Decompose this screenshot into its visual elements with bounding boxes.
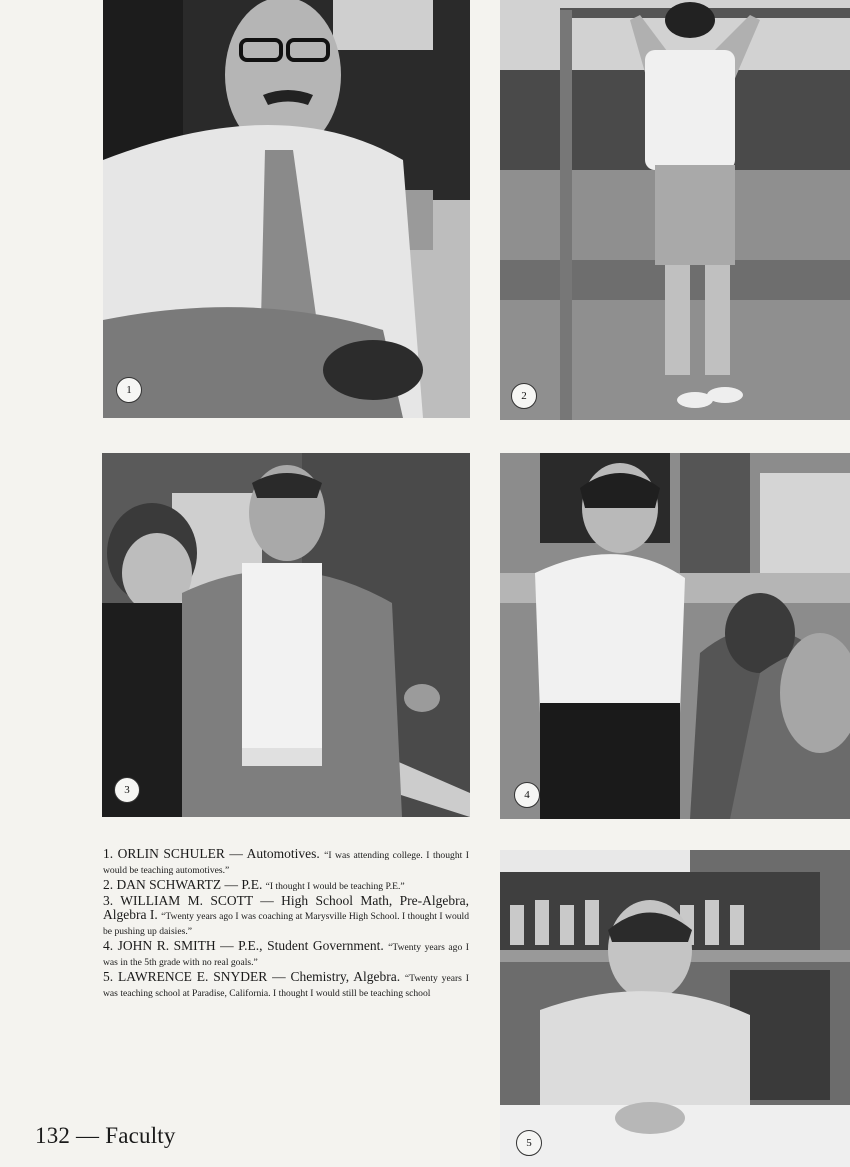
caption-name: 5. LAWRENCE E. SNYDER — Chemistry, Algebra. bbox=[103, 969, 401, 984]
page-footer: 132 — Faculty bbox=[35, 1123, 176, 1148]
caption-quote: “Twenty years ago I was coaching at Marysville High School. I thought I would be pushing up daisies.” bbox=[103, 911, 469, 937]
caption-name: 3. WILLIAM M. SCOTT — High School Math, Pre-Algebra, Algebra I. bbox=[103, 893, 469, 922]
caption-1 bbox=[103, 847, 469, 877]
photo-5 bbox=[500, 850, 850, 1167]
caption-2 bbox=[103, 878, 469, 893]
caption-quote: “Twenty years I was teaching school at Paradise, California. I thought I would still be teaching school bbox=[103, 973, 469, 999]
photo-1-image bbox=[103, 0, 470, 418]
photo-number-badge: 3 bbox=[114, 777, 140, 803]
photo-5-image bbox=[500, 850, 850, 1167]
photo-2 bbox=[500, 0, 850, 420]
photo-number-badge: 2 bbox=[511, 383, 537, 409]
photo-number-badge: 4 bbox=[514, 782, 540, 808]
photo-number-badge: 1 bbox=[116, 377, 142, 403]
caption-name: 2. DAN SCHWARTZ — P.E. bbox=[103, 877, 263, 892]
photo-3 bbox=[102, 453, 470, 817]
photo-number-badge: 5 bbox=[516, 1130, 542, 1156]
caption-quote: “Twenty years ago I was in the 5th grade with no real goals.” bbox=[103, 942, 470, 968]
caption-quote: “I thought I would be teaching P.E.” bbox=[265, 881, 405, 892]
photo-3-image bbox=[102, 453, 470, 817]
caption-3 bbox=[103, 894, 469, 938]
caption-4 bbox=[103, 939, 469, 969]
caption-name: 1. ORLIN SCHULER — Automotives. bbox=[103, 846, 320, 861]
photo-2-image bbox=[500, 0, 850, 420]
photo-1 bbox=[103, 0, 470, 418]
caption-quote: “I was attending college. I thought I would be teaching automotives.” bbox=[103, 850, 469, 876]
faculty-captions bbox=[103, 847, 469, 1001]
caption-name: 4. JOHN R. SMITH — P.E., Student Government. bbox=[103, 938, 384, 953]
photo-4 bbox=[500, 453, 850, 819]
caption-5 bbox=[103, 970, 469, 1000]
photo-4-image bbox=[500, 453, 850, 819]
